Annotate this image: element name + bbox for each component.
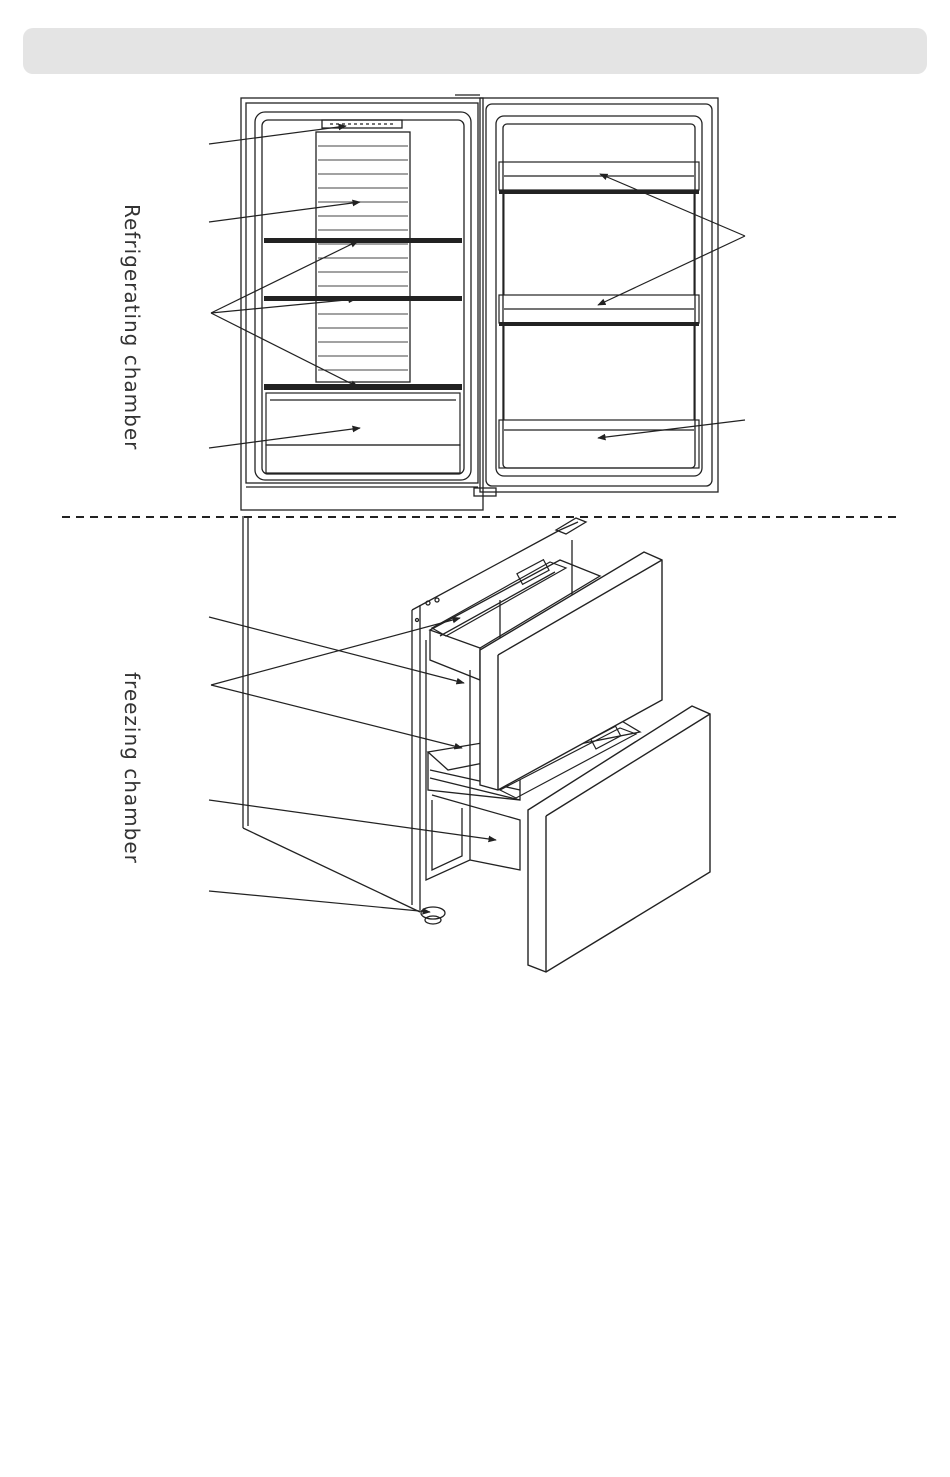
callout-door-bin-3 [598,420,745,438]
callout-shelf-3 [211,313,358,387]
refrigerating-chamber-label: Refrigerating chamber [120,204,144,451]
door-bin-rims [499,190,699,326]
callout-back-panel [209,202,360,222]
door-bins [499,162,699,468]
fridge-back-ribs [318,146,408,370]
crisper-drawer [266,393,460,473]
callout-lower-drawer [209,800,496,840]
callout-shelf-1 [211,241,358,313]
freezing-chamber-label: freezing chamber [120,672,144,864]
callout-door-bin-1 [600,174,745,236]
callout-shelf-2 [211,299,356,313]
callout-control-panel [209,126,346,144]
